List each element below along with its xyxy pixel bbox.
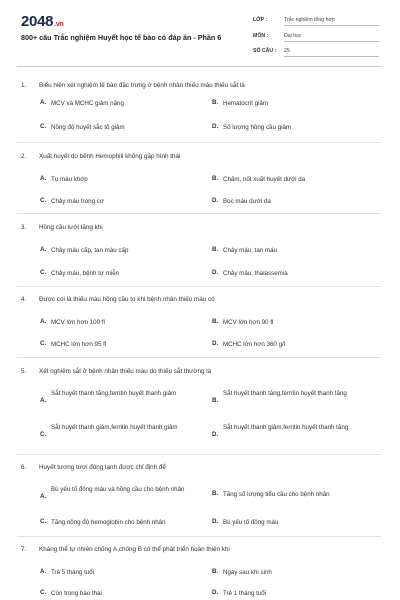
question-divider: [17, 142, 381, 143]
question-divider: [17, 357, 381, 358]
meta-subject: [253, 29, 381, 43]
meta-value: Trắc nghiệm tổng hợp: [284, 17, 379, 26]
question-divider: [17, 213, 381, 214]
question-text: 6. Huyết tương tươi đông lạnh được chỉ định để: [21, 464, 166, 471]
meta-value: Đại học: [284, 33, 379, 42]
question-text: 7. Kháng thể tự nhiên chống A,chống B có thể phát triển hoàn thiện khi: [21, 546, 230, 553]
question-text: 1. Biểu hiện xét nghiệm tế bào đặc trưng ở bệnh nhân thiếu máu thiếu sắt là: [21, 82, 245, 89]
question-text: 4. Được coi là thiếu máu hồng cầu to khi bệnh nhân thiếu máu có: [21, 296, 215, 303]
header-divider: [17, 66, 381, 67]
question-text: 5. Xét nghiệm sắt ở bệnh nhân thiếu máu do thiếu sắt thường là: [21, 368, 212, 375]
meta-count: [253, 44, 381, 58]
question-divider: [17, 286, 381, 287]
question-text: 3. Hồng cầu lưới tăng khi: [21, 224, 103, 231]
meta-class: [253, 13, 381, 27]
document-title: 800+ câu Trắc nghiệm Huyết học tế bào có đáp án - Phần 6: [21, 33, 222, 42]
meta-label: MÔN :: [253, 33, 269, 39]
meta-label: LỚP :: [253, 17, 268, 23]
question-divider: [17, 536, 381, 537]
site-logo[interactable]: [21, 13, 63, 30]
meta-label: SỐ CÂU :: [253, 48, 277, 54]
meta-value: 25: [284, 48, 379, 57]
logo-suffix: .vn: [54, 21, 64, 28]
question-divider: [17, 454, 381, 455]
question-text: 2. Xuất huyết do bệnh Hemophili không gặp hình thái: [21, 153, 181, 160]
page-header: [0, 0, 400, 66]
logo-number: 2048: [21, 13, 54, 30]
quiz-page: 2048.vn 800+ câu Trắc nghiệm Huyết học tế bào có đáp án - Phần 6 LỚP : Trắc nghiệm tổng hợp MÔN : Đại học SỐ CÂU : 25 1. Biểu hiện xét nghiệm tế bào đặc trưng ở bệnh nhân thiếu máu thiếu sắt là A. MCV và MCHC giảm nặng B. Hematocrit giảm C. Nồng độ huyết sắc tố giảm D. Số lượng hồng cầu giảm 2. Xuất huyết do bệnh Hemophili không gặp hình thái A. Tụ máu khớp B. Chấm, nốt xuất huyết dưới da C. Chảy máu trong cơ D. Bọc máu dưới da 3. Hồng cầu lưới tăng khi A. Chảy máu cấp, tan máu cấp B. Chảy máu, tan máu C. Chảy máu, bệnh tự miễn D. Chảy máu, thalassemia 4. Được coi là thiếu máu hồng cầu to khi bệnh nhân thiếu máu có A. MCV lớn hơn 100 fl B. MCV lớn hơn 90 fl C. MCHC lớn hơn 95 fl D. MCHC lớn hơn 360 g/l 5. Xét nghiệm sắt ở bệnh nhân thiếu máu do thiếu sắt thường là A. Sắt huyết thanh tăng,ferritin huyết thanh giảm B. Sắt huyết thanh tăng,ferritin huyết thanh tăng C. Sắt huyết thanh giảm,ferritin huyết thanh giảm D. Sắt huyết thanh giảm,ferritin huyết thanh tăng 6. Huyết tương tươi đông lạnh được chỉ định để A. Bù yếu tố đông máu và hồng cầu cho bệnh nhân B. Tăng số lượng tiểu cầu cho bệnh nhân C. Tăng nồng độ hemoglobin cho bệnh nhân D. Bù yếu tố đông máu 7. Kháng thể tự nhiên chống A,chống B có thể phát triển hoàn thiện khi A. Trẻ 5 tháng tuổi B. Ngay sau khi sinh C. Còn trong bào thai D. Trẻ 1 tháng tuổi: [0, 0, 400, 600]
